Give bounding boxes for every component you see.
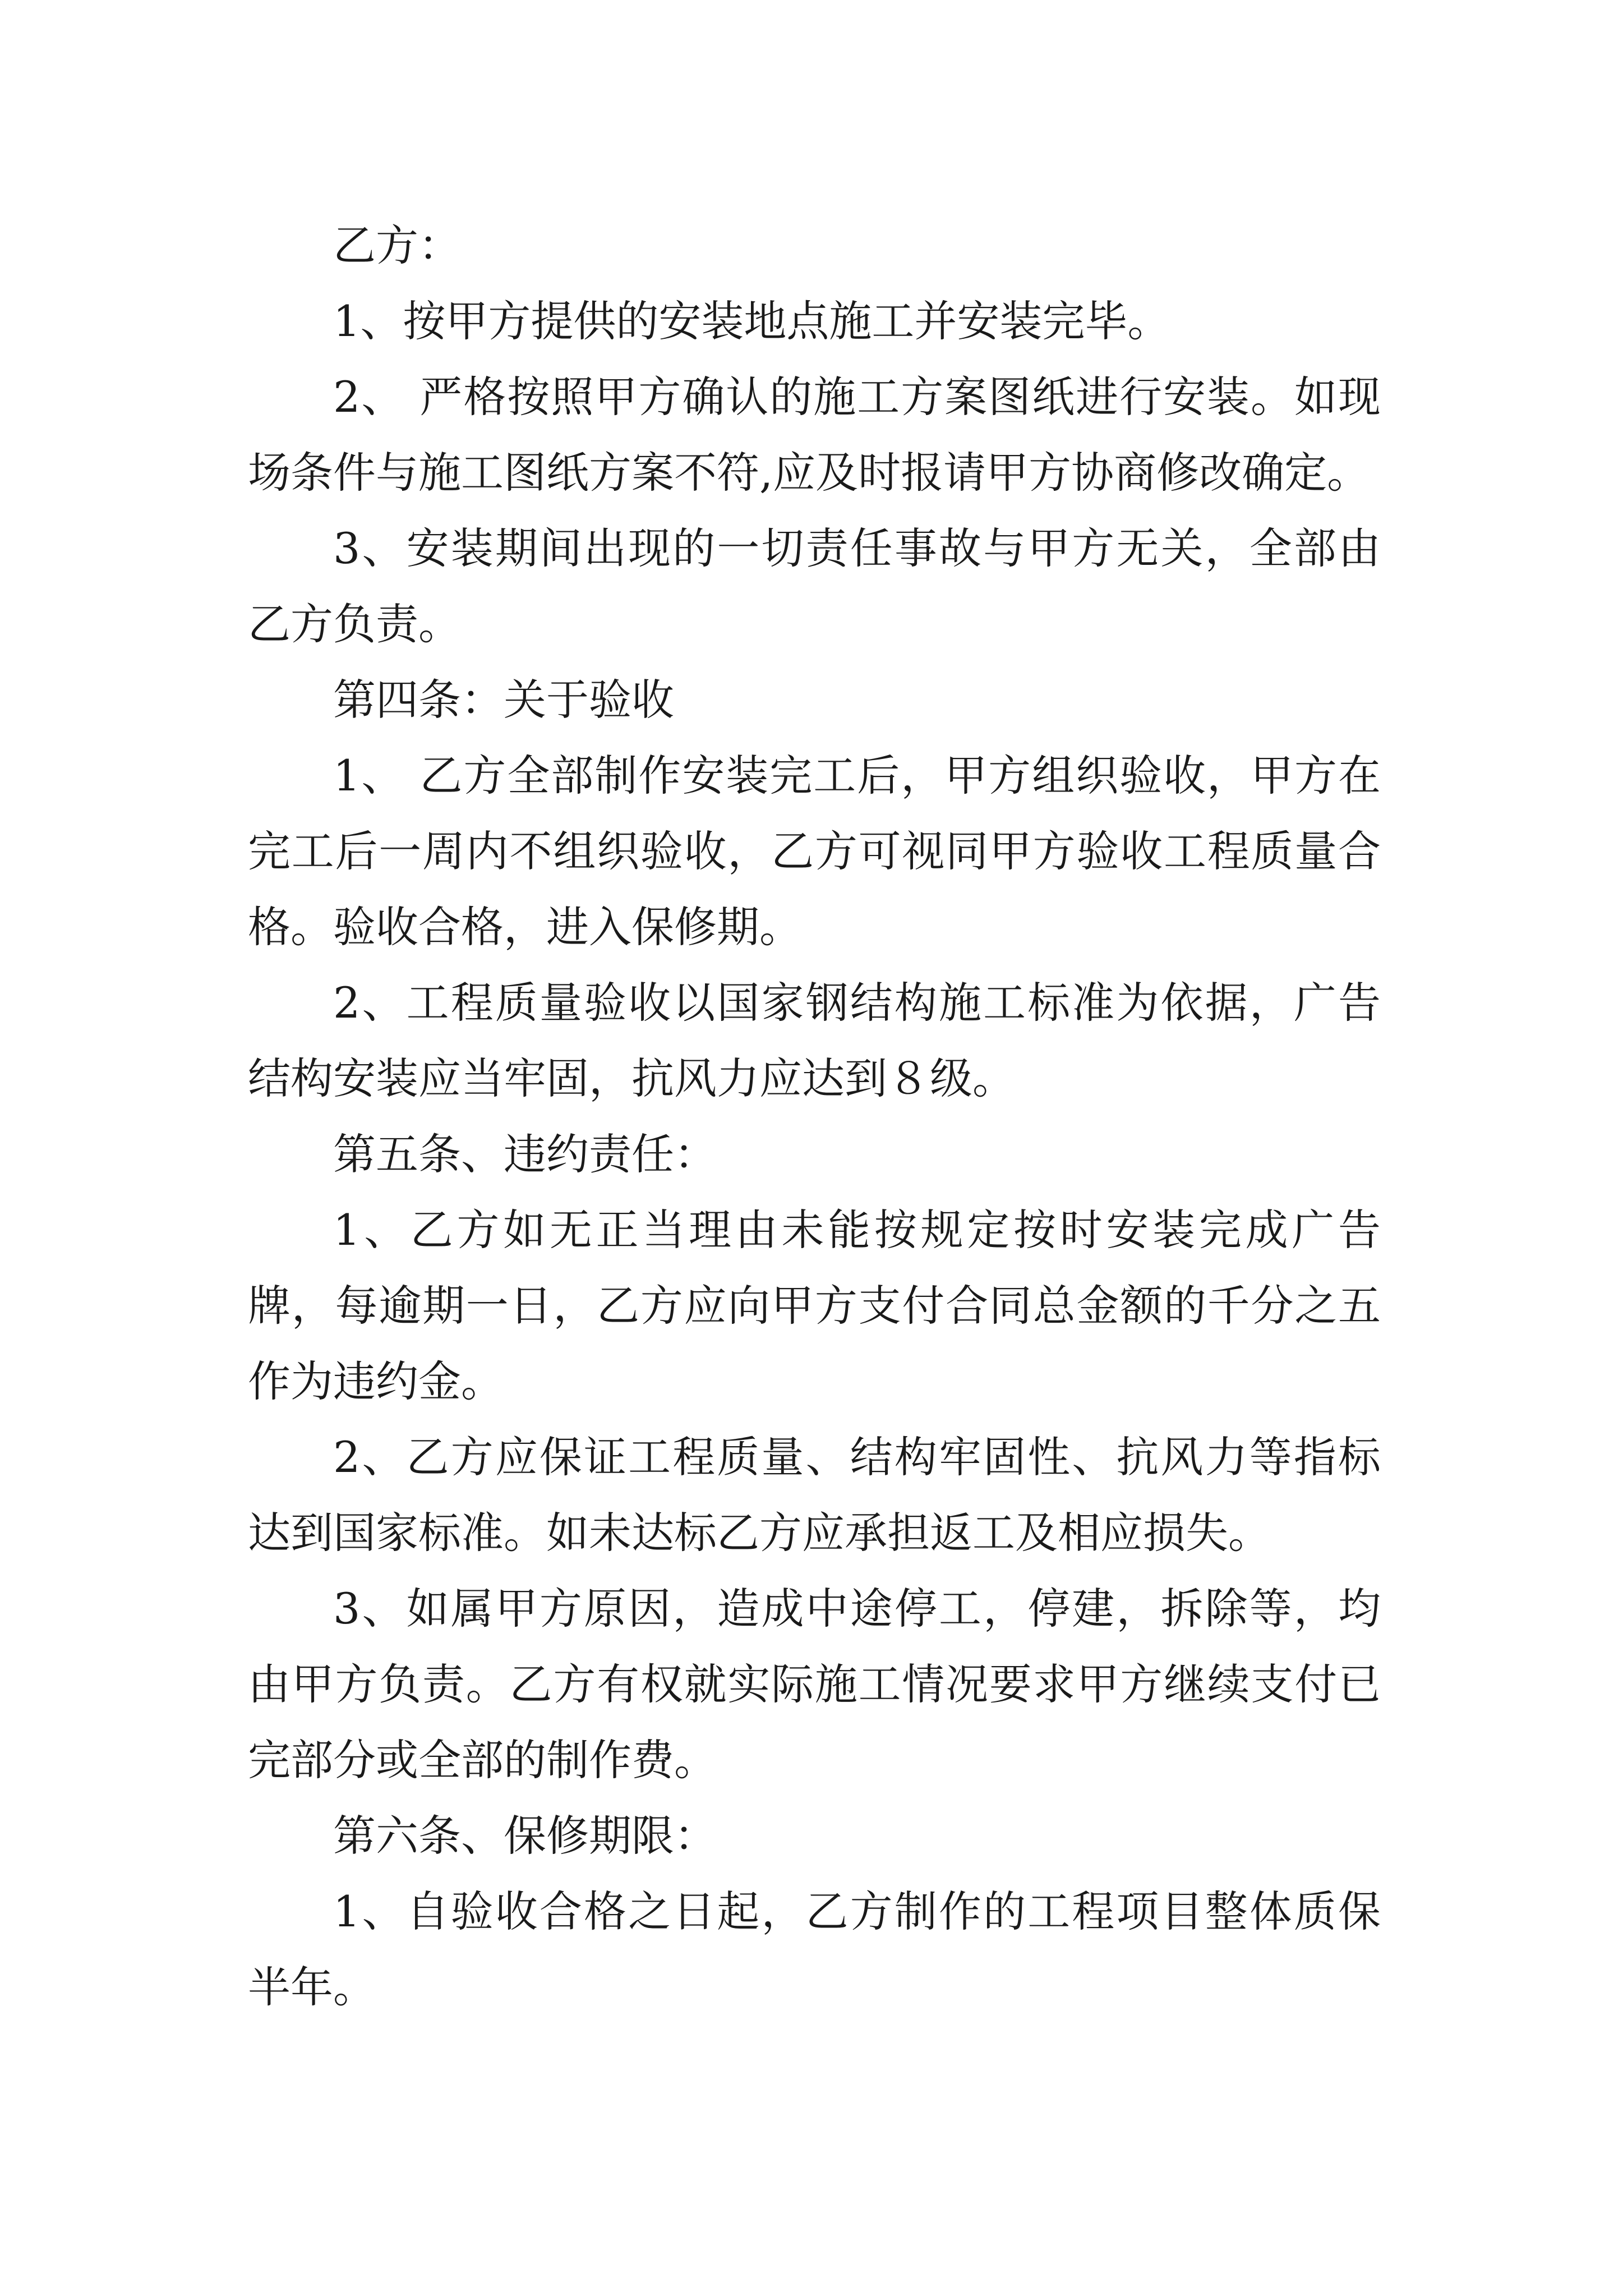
- article-5-item-1: 1、乙方如无正当理由未能按规定按时安装完成广告牌，每逾期一日，乙方应向甲方支付合同总金额的千分之五作为违约金。: [248, 1205, 1381, 1406]
- article-6-heading: 第六条、保修期限：: [333, 1811, 717, 1861]
- article-4-item-1: 1、 乙方全部制作安装完工后，甲方组织验收，甲方在完工后一周内不组织验收，乙方可视同甲方验收工程质量合格。验收合格，进入保修期。: [248, 751, 1381, 952]
- paragraph-party-b-item-2: 2、 严格按照甲方确认的施工方案图纸进行安装。如现场条件与施工图纸方案不符,应及时报请甲方协商修改确定。: [248, 372, 1381, 498]
- article-5-item-3: 3、如属甲方原因，造成中途停工，停建，拆除等，均由甲方负责。乙方有权就实际施工情况要求甲方继续支付已完部分或全部的制作费。: [248, 1584, 1381, 1785]
- article-4-heading: 第四条：关于验收: [333, 675, 674, 725]
- document-body: [248, 208, 1381, 2025]
- article-4-item-2: 2、工程质量验收以国家钢结构施工标准为依据，广告结构安装应当牢固，抗风力应达到８级。: [248, 978, 1381, 1103]
- article-5-heading: 第五条、违约责任：: [333, 1129, 717, 1179]
- paragraph-party-b-item-3: 3、安装期间出现的一切责任事故与甲方无关，全部由乙方负责。: [248, 523, 1381, 649]
- paragraph-party-b-item-1: 1、按甲方提供的安装地点施工并安装完毕。: [333, 296, 1170, 346]
- article-5-item-2: 2、乙方应保证工程质量、结构牢固性、抗风力等指标达到国家标准。如未达标乙方应承担返工及相应损失。: [248, 1432, 1381, 1558]
- article-6-item-1: 1、自验收合格之日起，乙方制作的工程项目整体质保半年。: [248, 1887, 1381, 2012]
- paragraph-party-b-heading: 乙方：: [333, 220, 461, 270]
